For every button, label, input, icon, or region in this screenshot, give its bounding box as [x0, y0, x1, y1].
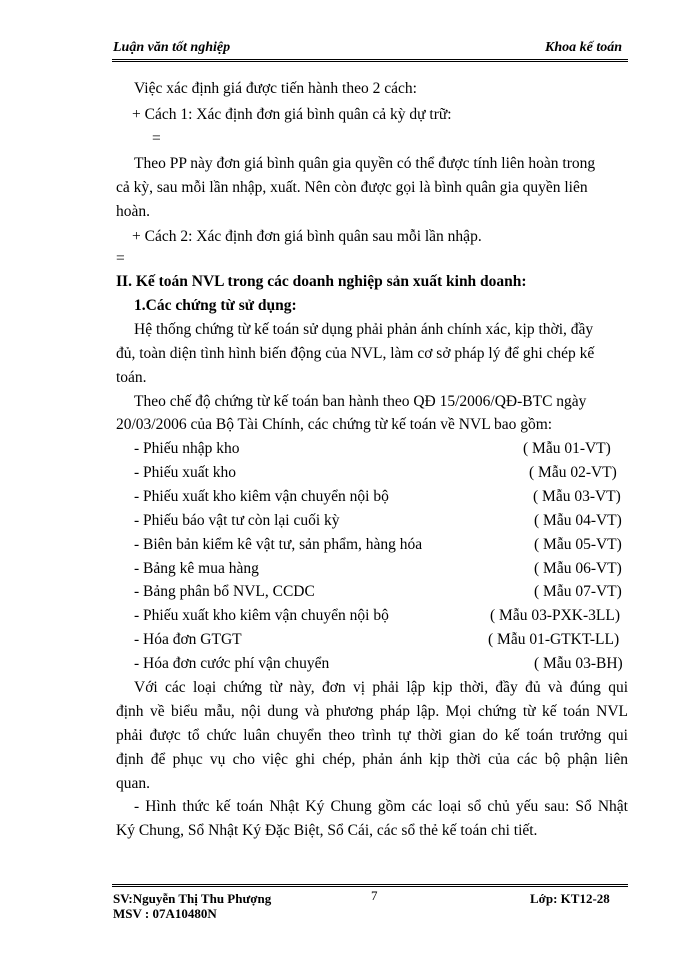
method-1: + Cách 1: Xác định đơn giá bình quân cả kỳ dự trữ:: [132, 106, 452, 123]
paragraph-line: cả kỳ, sau mỗi lần nhập, xuất. Nên còn được gọi là bình quân gia quyền liên: [116, 179, 588, 196]
paragraph-line: định để phục vụ cho việc ghi chép, phản ánh kịp thời của các bộ phận liên: [116, 751, 628, 768]
document-item-code: ( Mẫu 03-PXK-3LL): [490, 607, 621, 624]
document-item-name: - Bảng kê mua hàng: [134, 560, 259, 577]
section-heading: II. Kế toán NVL trong các doanh nghiệp sản xuất kinh doanh:: [116, 273, 527, 290]
document-item-code: ( Mẫu 03-VT): [533, 488, 621, 505]
paragraph-line: Ký Chung, Sổ Nhật Ký Đặc Biệt, Sổ Cái, các sổ thẻ kế toán chi tiết.: [116, 822, 538, 839]
document-item-name: - Biên bản kiểm kê vật tư, sản phẩm, hàng hóa: [134, 536, 423, 553]
footer-student-name: SV:Nguyễn Thị Thu Phượng: [113, 891, 272, 906]
document-item-name: - Bảng phân bổ NVL, CCDC: [134, 583, 315, 600]
document-item-name: - Hóa đơn cước phí vận chuyển: [134, 655, 330, 672]
formula-1-placeholder: =: [152, 130, 161, 147]
document-item-code: ( Mẫu 01-VT): [523, 440, 611, 457]
paragraph-line: Với các loại chứng từ này, đơn vị phải lập kịp thời, đầy đủ và đúng qui: [134, 679, 628, 696]
paragraph-line: hoàn.: [116, 203, 151, 220]
paragraph-line: toán.: [116, 369, 147, 386]
header-rule: [112, 59, 628, 60]
paragraph-line: phải được tổ chức luân chuyển theo trình tự thời gian do kế toán trưởng qui: [116, 727, 628, 744]
document-item-code: ( Mẫu 04-VT): [534, 512, 622, 529]
header-title: Luận văn tốt nghiệp: [113, 40, 231, 55]
paragraph-line: Theo PP này đơn giá bình quân gia quyền có thể được tính liên hoàn trong: [134, 155, 596, 172]
footer-class: Lớp: KT12-28: [530, 891, 610, 906]
formula-2-placeholder: =: [116, 250, 125, 267]
footer-student-id: MSV : 07A10480N: [113, 906, 217, 921]
document-item-name: - Phiếu báo vật tư còn lại cuối kỳ: [134, 512, 340, 529]
paragraph-line: quan.: [116, 775, 151, 792]
document-item-name: - Phiếu xuất kho: [134, 464, 237, 481]
header-department: Khoa kế toán: [545, 40, 623, 55]
paragraph-line: Theo chế độ chứng từ kế toán ban hành theo QĐ 15/2006/QĐ-BTC ngày: [134, 393, 587, 410]
document-item-code: ( Mẫu 06-VT): [534, 560, 622, 577]
document-item-code: ( Mẫu 01-GTKT-LL): [488, 631, 620, 648]
footer-rule-double: [112, 886, 628, 887]
document-item-code: ( Mẫu 02-VT): [529, 464, 617, 481]
document-item-name: - Hóa đơn GTGT: [134, 631, 242, 648]
document-item-name: - Phiếu xuất kho kiêm vận chuyển nội bộ: [134, 488, 389, 505]
document-item-name: - Phiếu xuất kho kiêm vận chuyển nội bộ: [134, 607, 389, 624]
method-2: + Cách 2: Xác định đơn giá bình quân sau mỗi lần nhập.: [132, 228, 482, 245]
document-item-code: ( Mẫu 03-BH): [534, 655, 623, 672]
document-item-code: ( Mẫu 05-VT): [534, 536, 622, 553]
header-rule-double: [112, 61, 628, 62]
paragraph-line: đủ, toàn diện tình hình biến động của NVL, làm cơ sở pháp lý để ghi chép kế: [116, 345, 595, 362]
page-number: 7: [371, 888, 378, 903]
subsection-heading: 1.Các chứng từ sử dụng:: [134, 297, 297, 314]
paragraph-line: - Hình thức kế toán Nhật Ký Chung gồm các loại sổ chủ yếu sau: Sổ Nhật: [134, 798, 628, 815]
paragraph-line: Hệ thống chứng từ kế toán sử dụng phải phản ánh chính xác, kịp thời, đầy: [134, 321, 594, 338]
paragraph-line: định về biểu mẫu, nội dung và phương pháp lập. Mọi chứng từ kế toán NVL: [116, 703, 628, 720]
paragraph-intro: Việc xác định giá được tiến hành theo 2 cách:: [134, 80, 417, 97]
document-item-name: - Phiếu nhập kho: [134, 440, 240, 457]
paragraph-line: 20/03/2006 của Bộ Tài Chính, các chứng từ kế toán về NVL bao gồm:: [116, 416, 553, 433]
footer-rule: [112, 884, 628, 885]
document-item-code: ( Mẫu 07-VT): [534, 583, 622, 600]
